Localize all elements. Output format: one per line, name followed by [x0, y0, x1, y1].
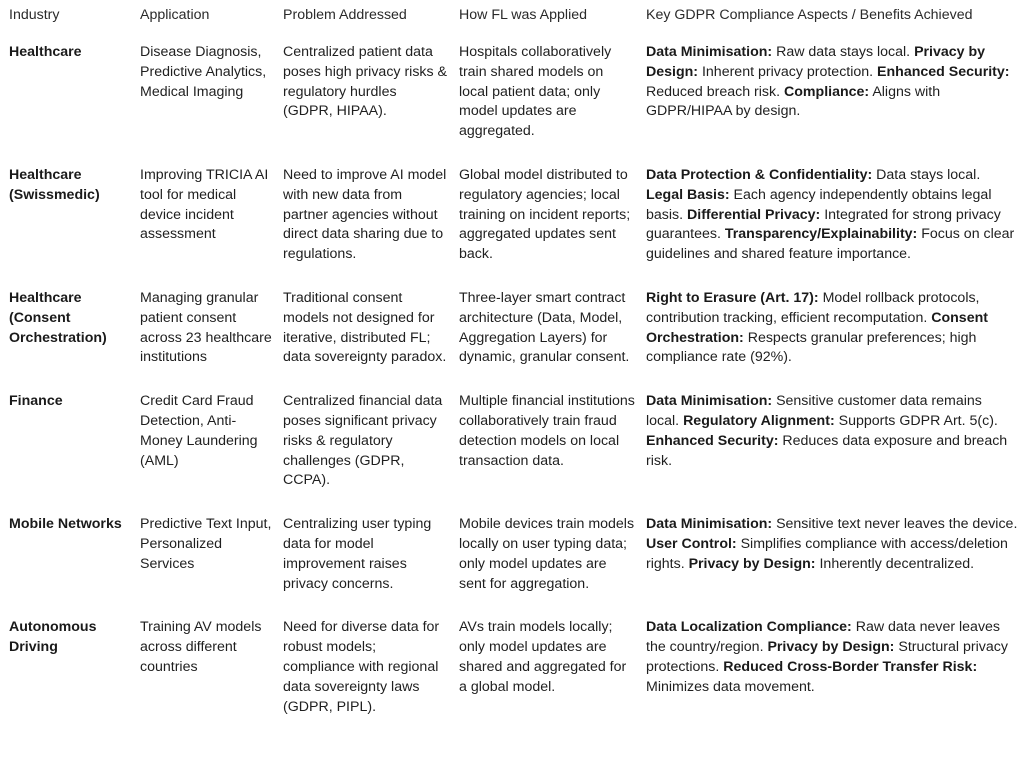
- cell-problem: Traditional consent models not designed for iterative, distributed FL; data sovereignty paradox.: [283, 289, 447, 366]
- cell-industry: Finance: [9, 393, 63, 410]
- cell-benefits: [646, 158, 1024, 281]
- cell-how-applied: Global model distributed to regulatory agencies; local training on incident reports; aggregated updates sent back.: [459, 166, 631, 263]
- benefit-term: Privacy by Design:: [646, 44, 986, 80]
- benefit-text: Reduces data exposure and breach risk.: [646, 432, 1008, 469]
- header-industry: Industry: [9, 7, 60, 23]
- benefit-term: Legal Basis:: [646, 186, 730, 203]
- benefit-text: Each agency independently obtains legal basis.: [646, 186, 992, 223]
- cell-application: Training AV models across different countries: [140, 619, 262, 675]
- benefit-term: Data Minimisation:: [646, 516, 773, 533]
- table-row: [0, 610, 1024, 733]
- header-how-fl-applied: How FL was Applied: [459, 7, 588, 23]
- benefit-text: Raw data never leaves the country/region.: [646, 619, 1001, 656]
- benefit-text: Focus on clear guidelines and shared feature importance.: [646, 226, 1015, 263]
- cell-application: Credit Card Fraud Detection, Anti-Money Laundering (AML): [140, 393, 258, 469]
- cell-benefits: [646, 610, 1024, 733]
- cell-industry: Healthcare (Consent Orchestration): [9, 289, 107, 346]
- header-application: Application: [140, 7, 210, 23]
- benefit-term: Privacy by Design:: [688, 555, 816, 572]
- benefit-term: Right to Erasure (Art. 17):: [646, 289, 819, 306]
- cell-how-applied: Three-layer smart contract architecture (Data, Model, Aggregation Layers) for dynamic, granular consent.: [459, 289, 630, 366]
- table-row: [0, 384, 1024, 507]
- benefit-text: Sensitive text never leaves the device.: [772, 516, 1018, 533]
- benefit-term: Data Localization Compliance:: [646, 619, 852, 636]
- benefit-text: Respects granular preferences; high compliance rate (92%).: [646, 329, 977, 366]
- cell-how-applied: Hospitals collaboratively train shared models on local patient data; only model updates are aggregated.: [459, 44, 612, 140]
- benefit-text: Sensitive customer data remains local.: [646, 393, 982, 429]
- benefit-text: Raw data stays local.: [772, 44, 915, 60]
- cell-problem: Centralized financial data poses significant privacy risks & regulatory challenges (GDPR, CCPA).: [283, 393, 443, 489]
- header-row: [0, 0, 1024, 34]
- cell-industry: Healthcare: [9, 44, 82, 60]
- cell-problem: Centralized patient data poses high privacy risks & regulatory hurdles (GDPR, HIPAA).: [283, 44, 448, 120]
- cell-application: Managing granular patient consent across 23 healthcare institutions: [140, 289, 272, 366]
- cell-problem: Need to improve AI model with new data from partner agencies without direct data sharing due to regulations.: [283, 166, 447, 263]
- benefit-term: User Control:: [646, 535, 737, 552]
- benefit-text: Minimizes data movement.: [646, 678, 815, 695]
- table-body: [0, 34, 1024, 733]
- cell-industry: Mobile Networks: [9, 516, 122, 533]
- cell-application: Predictive Text Input, Personalized Services: [140, 516, 272, 572]
- benefit-text: Simplifies compliance with access/deletion rights.: [646, 535, 1008, 572]
- benefit-term: Consent Orchestration:: [646, 309, 988, 346]
- cell-application: Disease Diagnosis, Predictive Analytics, Medical Imaging: [140, 44, 267, 100]
- cell-how-applied: AVs train models locally; only model updates are shared and aggregated for a global model.: [459, 619, 627, 695]
- benefit-term: Privacy by Design:: [767, 639, 895, 656]
- header-problem-addressed: Problem Addressed: [283, 7, 407, 23]
- benefit-term: Differential Privacy:: [687, 206, 821, 223]
- benefit-term: Data Protection & Confidentiality:: [646, 166, 873, 183]
- table-row: [0, 34, 1024, 158]
- benefit-term: Data Minimisation:: [646, 44, 773, 60]
- benefit-term: Transparency/Explainability:: [724, 226, 918, 243]
- benefit-text: Inherent privacy protection.: [698, 63, 878, 80]
- benefit-text: Integrated for strong privacy guarantees.: [646, 206, 1001, 243]
- cell-industry: Autonomous Driving: [9, 619, 97, 656]
- cell-how-applied: Mobile devices train models locally on user typing data; only model updates are sent for aggregation.: [459, 516, 635, 592]
- cell-problem: Centralizing user typing data for model improvement raises privacy concerns.: [283, 516, 432, 592]
- cell-problem: Need for diverse data for robust models; compliance with regional data sovereignty laws (GDPR, PIPL).: [283, 619, 440, 715]
- cell-benefits: [646, 281, 1024, 384]
- cell-benefits: [646, 507, 1024, 610]
- table-row: [0, 507, 1024, 610]
- benefit-term: Enhanced Security:: [877, 63, 1010, 80]
- benefit-text: Reduced breach risk.: [646, 83, 785, 100]
- benefit-term: Data Minimisation:: [646, 393, 773, 410]
- benefit-text: Inherently decentralized.: [815, 555, 975, 572]
- benefit-text: Structural privacy protections.: [646, 639, 1008, 675]
- cell-benefits: [646, 34, 1024, 158]
- benefit-text: Supports GDPR Art. 5(c).: [834, 412, 998, 429]
- benefit-term: Enhanced Security:: [646, 432, 779, 449]
- table-row: [0, 158, 1024, 281]
- benefit-text: Aligns with GDPR/HIPAA by design.: [646, 83, 941, 120]
- cell-how-applied: Multiple financial institutions collaboratively train fraud detection models on local transaction data.: [459, 393, 635, 469]
- cell-benefits: [646, 384, 1024, 507]
- cell-application: Improving TRICIA AI tool for medical device incident assessment: [140, 166, 269, 243]
- benefit-term: Compliance:: [784, 83, 870, 100]
- table-row: [0, 281, 1024, 384]
- cell-industry: Healthcare (Swissmedic): [9, 166, 100, 203]
- header-gdpr-benefits: Key GDPR Compliance Aspects / Benefits Achieved: [646, 7, 973, 23]
- benefit-term: Regulatory Alignment:: [683, 412, 835, 429]
- benefit-text: Model rollback protocols, contribution tracking, efficient recomputation.: [646, 289, 980, 326]
- benefit-term: Reduced Cross-Border Transfer Risk:: [723, 658, 978, 675]
- benefit-text: Data stays local.: [872, 166, 981, 183]
- table-header: [0, 0, 1024, 34]
